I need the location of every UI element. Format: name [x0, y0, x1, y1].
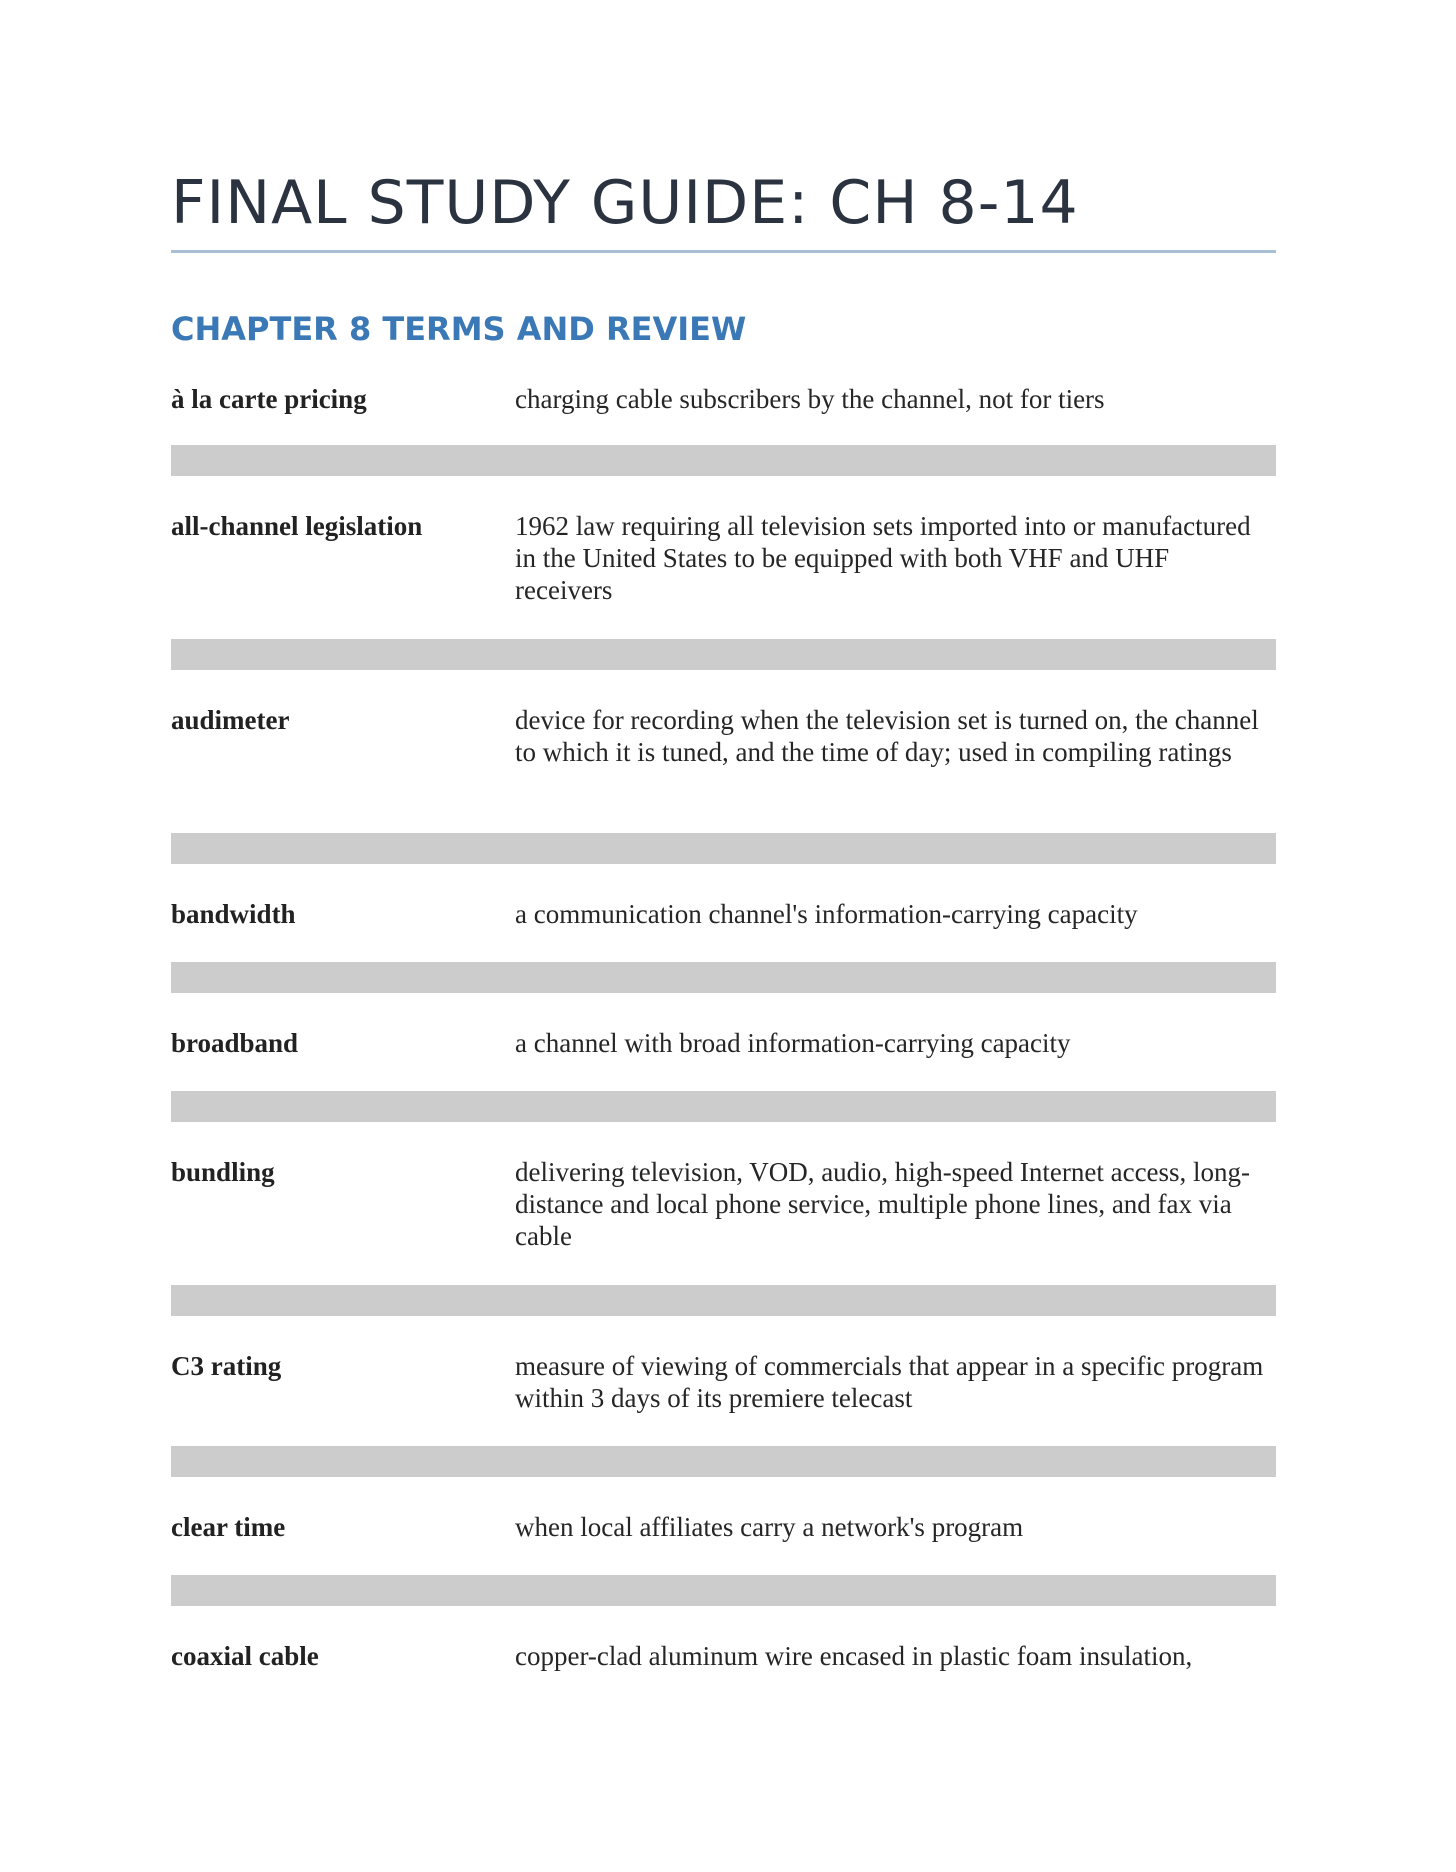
- glossary-definition: when local affiliates carry a network's program: [515, 1512, 1024, 1542]
- glossary-definition: device for recording when the television set is turned on, the channel to which it is tuned, and the time of day; used in compiling ratings: [515, 705, 1259, 767]
- glossary-definition: 1962 law requiring all television sets imported into or manufactured in the United States to be equipped with both VHF and UHF receivers: [515, 511, 1251, 605]
- glossary-term: coaxial cable: [171, 1641, 319, 1671]
- glossary-entry: [171, 383, 1276, 445]
- glossary-entry: [171, 476, 1276, 639]
- glossary-definition: measure of viewing of commercials that appear in a specific program within 3 days of its premiere telecast: [515, 1351, 1264, 1413]
- row-separator: [171, 445, 1276, 476]
- glossary-definition: copper-clad aluminum wire encased in plastic foam insulation,: [515, 1641, 1193, 1671]
- glossary-entry: [171, 864, 1276, 962]
- glossary-entry: [171, 1477, 1276, 1575]
- glossary-definition: charging cable subscribers by the channel, not for tiers: [515, 384, 1105, 414]
- glossary-table: [171, 383, 1276, 1672]
- glossary-term: C3 rating: [171, 1351, 282, 1381]
- row-separator: [171, 1091, 1276, 1122]
- row-separator: [171, 1285, 1276, 1316]
- row-separator: [171, 1575, 1276, 1606]
- row-separator: [171, 962, 1276, 993]
- glossary-term: bandwidth: [171, 899, 296, 929]
- glossary-definition: a communication channel's information-carrying capacity: [515, 899, 1138, 929]
- row-separator: [171, 1446, 1276, 1477]
- glossary-term: broadband: [171, 1028, 299, 1058]
- glossary-entry: [171, 670, 1276, 833]
- glossary-definition: delivering television, VOD, audio, high-speed Internet access, long-distance and local phone service, multiple phone lines, and fax via cable: [515, 1157, 1251, 1251]
- row-separator: [171, 639, 1276, 670]
- row-separator: [171, 833, 1276, 864]
- glossary-term: clear time: [171, 1512, 286, 1542]
- title-underline: [171, 250, 1276, 253]
- glossary-entry: [171, 1316, 1276, 1446]
- glossary-term: à la carte pricing: [171, 384, 367, 414]
- glossary-definition: a channel with broad information-carrying capacity: [515, 1028, 1071, 1058]
- glossary-term: all-channel legislation: [171, 511, 423, 541]
- glossary-term: audimeter: [171, 705, 290, 735]
- glossary-entry: [171, 1122, 1276, 1285]
- glossary-entry: [171, 1606, 1276, 1672]
- glossary-term: bundling: [171, 1157, 275, 1187]
- document-title: FINAL STUDY GUIDE: CH 8-14: [171, 168, 1079, 238]
- glossary-entry: [171, 993, 1276, 1091]
- chapter-heading: CHAPTER 8 TERMS AND REVIEW: [171, 310, 747, 348]
